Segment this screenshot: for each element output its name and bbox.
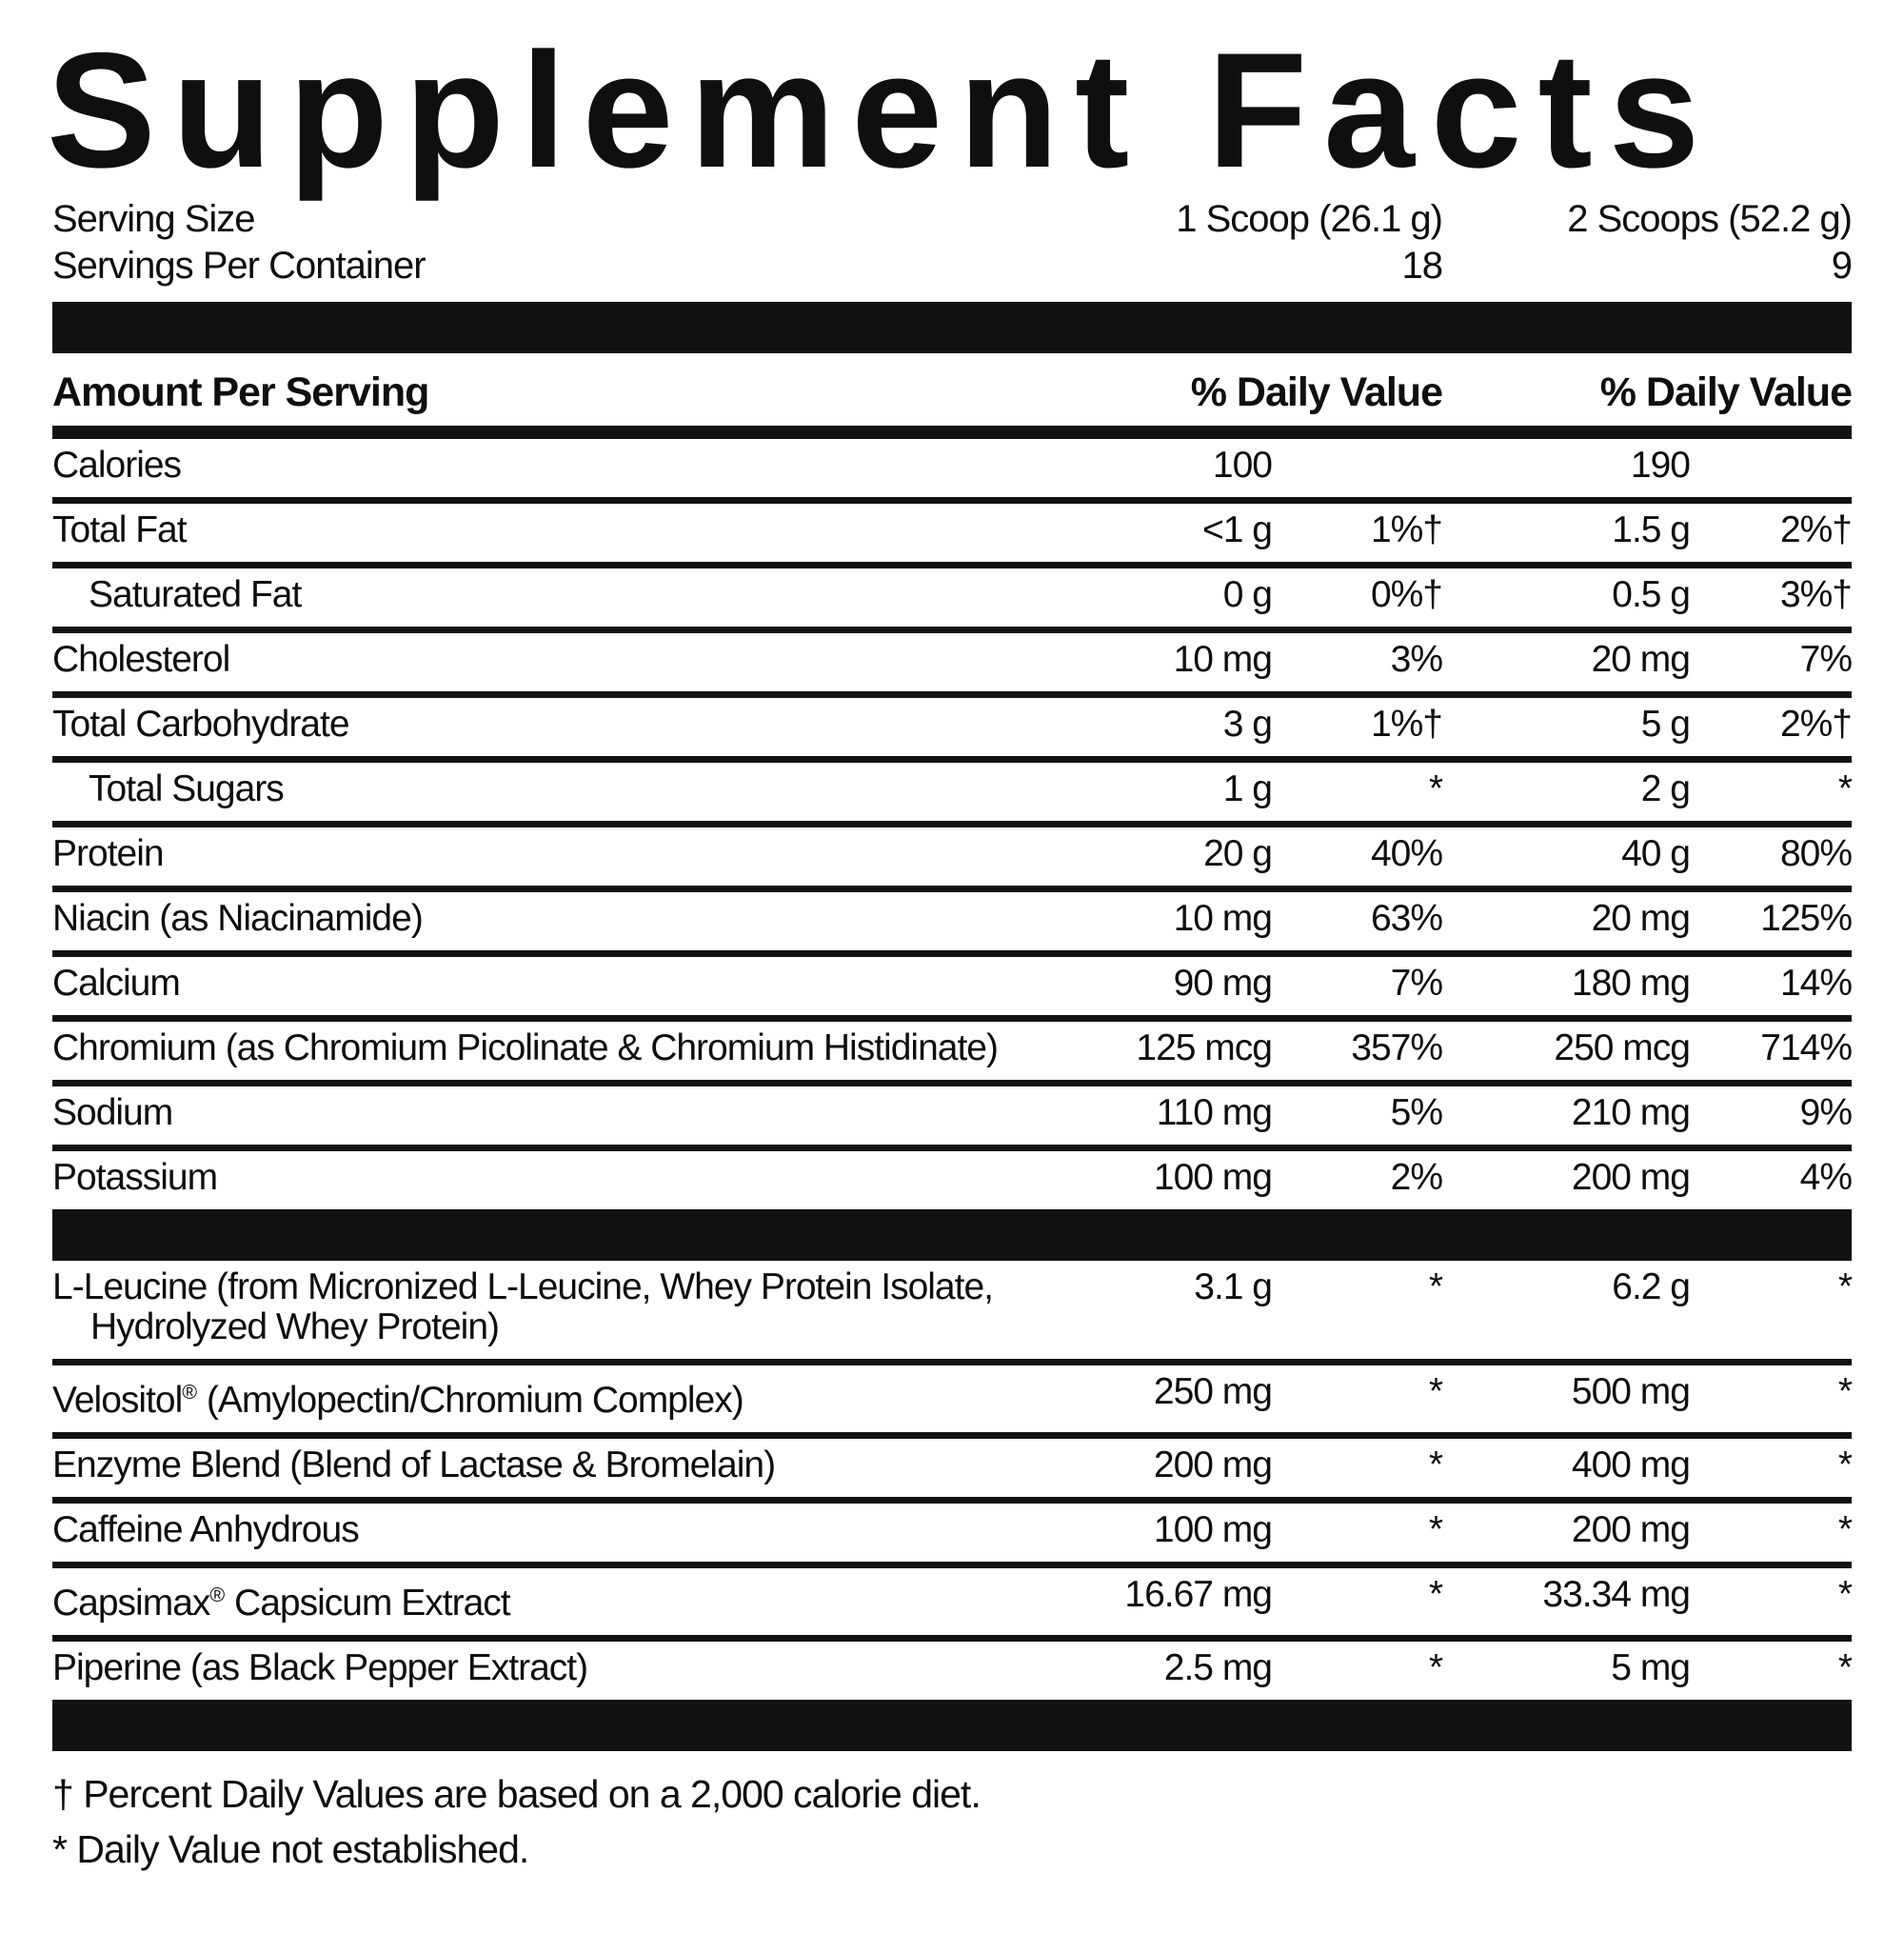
amount-col-1: 3.1 g <box>1194 1266 1272 1307</box>
dv-col-2: 14% <box>1779 963 1852 1004</box>
amount-col-2: 5 g <box>1640 704 1690 745</box>
table-row <box>52 439 1852 497</box>
table-row <box>52 1635 1852 1700</box>
dv-col-2: * <box>1837 1371 1852 1412</box>
dv-col-1: 7% <box>1390 963 1442 1004</box>
dv-col-2: 9% <box>1799 1092 1852 1133</box>
amount-col-2: 0.5 g <box>1612 574 1690 615</box>
dv-col-1: 1%† <box>1370 509 1442 550</box>
supplement-facts-label <box>0 19 1904 1877</box>
serving-size-label: Serving Size <box>52 198 255 240</box>
dv-col-1: * <box>1428 1574 1442 1615</box>
nutrient-rows-section <box>52 439 1852 1209</box>
amount-col-2: 250 mcg <box>1554 1027 1690 1068</box>
table-row <box>52 950 1852 1015</box>
table-row <box>52 627 1852 691</box>
table-row <box>52 1359 1852 1432</box>
dv-col-1: 2% <box>1390 1157 1442 1198</box>
amount-col-2: 210 mg <box>1571 1092 1690 1133</box>
amount-col-2: 400 mg <box>1571 1445 1690 1485</box>
serving-size-row <box>52 196 1852 243</box>
dv-col-2: * <box>1837 768 1852 809</box>
dv-col-2: 2%† <box>1779 509 1852 550</box>
row-name: Potassium <box>52 1157 218 1198</box>
dv-col-2: * <box>1837 1647 1852 1688</box>
amount-col-1: <1 g <box>1202 509 1272 550</box>
amount-per-serving-header: Amount Per Serving <box>52 369 429 415</box>
amount-col-1: 20 g <box>1203 833 1272 874</box>
dv-col-2: * <box>1837 1445 1852 1485</box>
amount-col-2: 500 mg <box>1571 1371 1690 1412</box>
row-name: Saturated Fat <box>89 574 302 615</box>
dv-col-2: 80% <box>1779 833 1852 874</box>
registered-mark-icon: ® <box>182 1381 198 1404</box>
amount-col-2: 33.34 mg <box>1542 1574 1690 1615</box>
amount-col-2: 1.5 g <box>1612 509 1690 550</box>
row-name: Piperine (as Black Pepper Extract) <box>52 1647 588 1688</box>
dv-col-1: 40% <box>1370 833 1442 874</box>
row-name: Total Fat <box>52 509 187 550</box>
row-name: Protein <box>52 833 164 874</box>
separator-bar-middle <box>52 1209 1852 1261</box>
table-row <box>52 1562 1852 1635</box>
amount-col-1: 100 mg <box>1153 1157 1272 1198</box>
amount-col-2: 20 mg <box>1591 639 1690 680</box>
dv-col-1: * <box>1428 1266 1442 1307</box>
row-name: Total Sugars <box>89 768 284 809</box>
servings-count-1: 18 <box>1401 245 1442 287</box>
amount-col-2: 6.2 g <box>1612 1266 1690 1307</box>
amount-col-1: 3 g <box>1222 704 1272 745</box>
amount-col-1: 90 mg <box>1173 963 1272 1004</box>
daily-value-header-1: % Daily Value <box>1190 369 1442 415</box>
dv-col-2: * <box>1837 1574 1852 1615</box>
servings-per-container-row <box>52 243 1852 289</box>
row-name: Enzyme Blend (Blend of Lactase & Bromelain) <box>52 1445 776 1485</box>
table-row <box>52 1080 1852 1145</box>
amount-col-1: 200 mg <box>1153 1445 1272 1485</box>
column-header-row <box>52 353 1852 426</box>
table-row <box>52 497 1852 562</box>
footnotes <box>52 1766 1852 1877</box>
amount-col-2: 200 mg <box>1571 1157 1690 1198</box>
dv-col-2: 3%† <box>1779 574 1852 615</box>
amount-col-1: 125 mcg <box>1136 1027 1272 1068</box>
amount-col-2: 5 mg <box>1611 1647 1690 1688</box>
footnote-dagger: † Percent Daily Values are based on a 2,000 calorie diet. <box>52 1772 981 1816</box>
footnote-asterisk: * Daily Value not established. <box>52 1827 529 1871</box>
page-title: Supplement Facts <box>47 19 1716 202</box>
header-rule <box>52 426 1852 439</box>
table-row <box>52 821 1852 886</box>
amount-col-2: 180 mg <box>1571 963 1690 1004</box>
blend-rows-section <box>52 1261 1852 1700</box>
dv-col-1: * <box>1428 1647 1442 1688</box>
servings-count-2: 9 <box>1831 245 1852 287</box>
table-row <box>52 562 1852 627</box>
table-row <box>52 1145 1852 1209</box>
row-name: Velositol® (Amylopectin/Chromium Complex) <box>52 1380 744 1421</box>
amount-col-1: 10 mg <box>1173 898 1272 939</box>
dv-col-2: 7% <box>1799 639 1852 680</box>
separator-bar-bottom <box>52 1700 1852 1751</box>
dv-col-1: 63% <box>1370 898 1442 939</box>
table-row <box>52 691 1852 756</box>
row-name: Calcium <box>52 963 180 1004</box>
dv-col-1: 357% <box>1351 1027 1442 1068</box>
registered-mark-icon: ® <box>209 1584 226 1606</box>
dv-col-2: 4% <box>1799 1157 1852 1198</box>
row-name: L-Leucine (from Micronized L-Leucine, Whey Protein Isolate, Hydrolyzed Whey Protein) <box>52 1266 993 1347</box>
amount-col-1: 250 mg <box>1153 1371 1272 1412</box>
row-name: Capsimax® Capsicum Extract <box>52 1583 510 1624</box>
servings-per-container-label: Servings Per Container <box>52 245 426 287</box>
table-row <box>52 756 1852 821</box>
amount-col-1: 1 g <box>1222 768 1272 809</box>
dv-col-2: * <box>1837 1509 1852 1550</box>
amount-col-1: 100 mg <box>1153 1509 1272 1550</box>
row-name: Total Carbohydrate <box>52 704 349 745</box>
dv-col-1 <box>1272 446 1442 486</box>
amount-col-2: 2 g <box>1640 768 1690 809</box>
amount-col-1: 2.5 mg <box>1163 1647 1272 1688</box>
table-row <box>52 1432 1852 1497</box>
dv-col-1: 3% <box>1390 639 1442 680</box>
dv-col-1: 1%† <box>1370 704 1442 745</box>
serving-size-value-2: 2 Scoops (52.2 g) <box>1567 198 1852 240</box>
dv-col-1: * <box>1428 1371 1442 1412</box>
dv-col-1: * <box>1428 1509 1442 1550</box>
table-row <box>52 1015 1852 1080</box>
dv-col-1: * <box>1428 1445 1442 1485</box>
row-name: Cholesterol <box>52 639 230 680</box>
daily-value-header-2: % Daily Value <box>1599 369 1852 415</box>
amount-col-1: 100 <box>1212 445 1272 486</box>
amount-col-2: 190 <box>1630 445 1690 486</box>
table-row <box>52 1261 1852 1359</box>
separator-bar-top <box>52 302 1852 353</box>
amount-col-2: 40 g <box>1621 833 1690 874</box>
serving-size-value-1: 1 Scoop (26.1 g) <box>1176 198 1442 240</box>
amount-col-1: 16.67 mg <box>1124 1574 1272 1615</box>
table-row <box>52 1497 1852 1562</box>
amount-col-1: 0 g <box>1222 574 1272 615</box>
row-name: Niacin (as Niacinamide) <box>52 898 423 939</box>
dv-col-1: 0%† <box>1370 574 1442 615</box>
amount-col-1: 110 mg <box>1156 1092 1272 1133</box>
table-row <box>52 886 1852 950</box>
row-name: Calories <box>52 445 182 486</box>
row-name: Caffeine Anhydrous <box>52 1509 359 1550</box>
amount-col-2: 200 mg <box>1571 1509 1690 1550</box>
dv-col-2 <box>1690 446 1852 486</box>
dv-col-2: 125% <box>1760 898 1852 939</box>
dv-col-1: 5% <box>1390 1092 1442 1133</box>
dv-col-1: * <box>1428 768 1442 809</box>
dv-col-2: * <box>1837 1266 1852 1307</box>
row-name: Chromium (as Chromium Picolinate & Chromium Histidinate) <box>52 1027 998 1068</box>
row-name: Sodium <box>52 1092 173 1133</box>
dv-col-2: 714% <box>1760 1027 1852 1068</box>
amount-col-2: 20 mg <box>1591 898 1690 939</box>
dv-col-2: 2%† <box>1779 704 1852 745</box>
amount-col-1: 10 mg <box>1173 639 1272 680</box>
